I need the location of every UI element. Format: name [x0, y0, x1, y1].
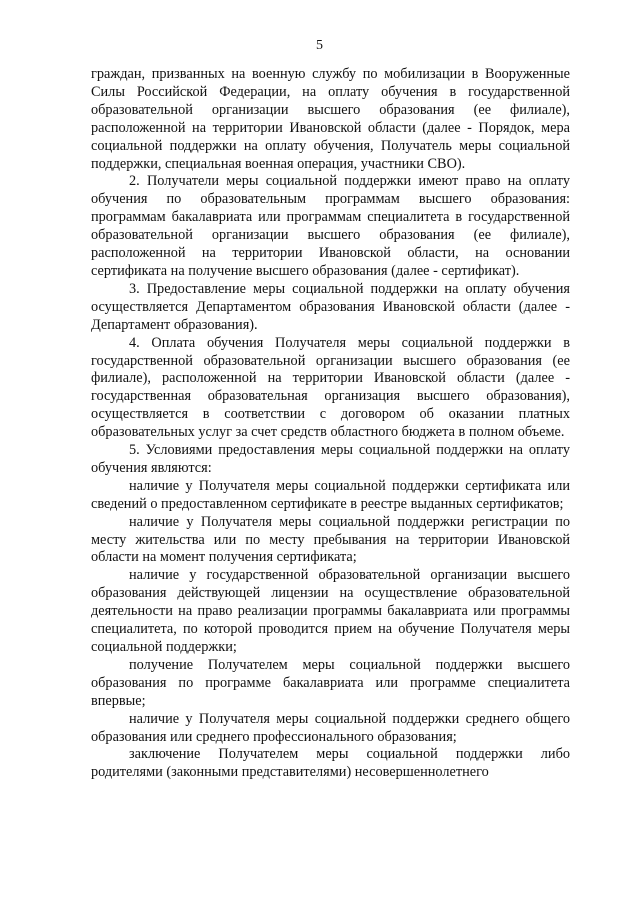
paragraph-item-5: 5. Условиями предоставления меры социальной поддержки на оплату обучения являются: [91, 442, 570, 476]
paragraph-item-3: 3. Предоставление меры социальной поддержки на оплату обучения осуществляется Департаментом образования Ивановской области (далее - Департамент образования). [91, 280, 570, 333]
condition-certificate: наличие у Получателя меры социальной поддержки сертификата или сведений о предоставленном сертификате в реестре выданных сертификатов; [91, 477, 570, 512]
document-body [91, 66, 570, 782]
condition-secondary-education: наличие у Получателя меры социальной поддержки среднего общего образования или среднего профессионального образования; [91, 710, 570, 745]
page-number: 5 [316, 38, 323, 53]
condition-contract: заключение Получателем меры социальной поддержки либо родителями (законными представителями) несовершеннолетнего [91, 746, 570, 781]
condition-registration: наличие у Получателя меры социальной поддержки регистрации по месту жительства или по месту пребывания на территории Ивановской области на момент получения сертификата; [91, 513, 570, 566]
condition-first-education: получение Получателем меры социальной поддержки высшего образования по программе бакалавриата или программе специалитета впервые; [91, 656, 570, 709]
paragraph-item-2: 2. Получатели меры социальной поддержки имеют право на оплату обучения по образовательным программам высшего образования: программам бакалавриата или программам специалитета в государственной образовательной организации высшего образования (ее филиале), расположенной на территории Ивановской области, на основании сертификата на получение высшего образования (далее - сертификат). [91, 173, 570, 279]
paragraph-item-4: 4. Оплата обучения Получателя меры социальной поддержки в государственной образовательной организации высшего образования (ее филиале), расположенной на территории Ивановской области (далее - государственная образовательная организация высшего образования), осуществляется в соответствии с договором об оказании платных образовательных услуг за счет средств областного бюджета в полном объеме. [91, 334, 570, 441]
paragraph-intro-continuation: граждан, призванных на военную службу по мобилизации в Вооруженные Силы Российской Федерации, на оплату обучения в государственной образовательной организации высшего образования (ее филиале), расположенной на территории Ивановской области (далее - Порядок, мера социальной поддержки на оплату обучения, Получатель меры социальной поддержки, специальная военная операция, участники СВО). [91, 66, 570, 172]
condition-license: наличие у государственной образовательной организации высшего образования действующей лицензии на осуществление образовательной деятельности на право реализации программы бакалавриата или программы специалитета, по которой проводится прием на обучение Получателя меры социальной поддержки; [91, 567, 570, 655]
